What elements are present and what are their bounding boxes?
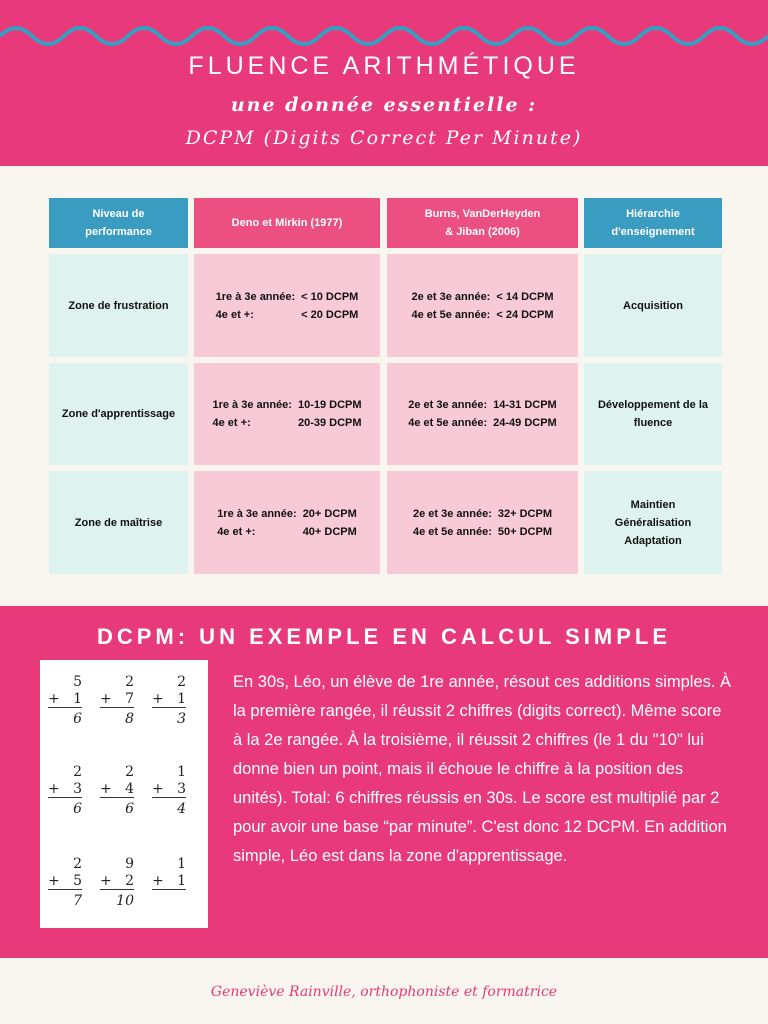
burns-row2-grade2: 4e et 5e année: <box>408 417 488 429</box>
addition-problem <box>48 764 82 818</box>
zone-apprentissage-deno <box>194 363 380 465</box>
table-header-burns <box>387 198 578 248</box>
zone-frustration-deno <box>194 254 380 357</box>
zone-apprentissage-label: Zone d'apprentissage <box>49 363 188 465</box>
wave-decoration <box>0 14 768 54</box>
burns-row3-grade2: 4e et 5e année: <box>413 525 492 538</box>
addition-problem <box>100 674 134 728</box>
problem-answer: 6 <box>73 711 82 727</box>
hierarchy-row2-line2: fluence <box>633 417 673 429</box>
problem-addend-top: 2 <box>73 764 82 780</box>
deno-row2-grade1: 1re à 3e année: <box>212 399 292 411</box>
deno-row3-grade1: 1re à 3e année: <box>217 507 297 520</box>
table-header-hierarchy-line1: Hiérarchie <box>626 208 680 220</box>
problem-addend-top: 9 <box>125 856 134 872</box>
problem-addend-bottom: 2 <box>125 873 134 889</box>
plus-sign: + <box>48 873 60 889</box>
author-credit: Geneviève Rainville, orthophoniste et formatrice <box>210 984 558 1000</box>
problem-addend-top: 2 <box>177 674 186 690</box>
burns-row3-value1: 32+ DCPM <box>497 507 552 520</box>
zone-frustration-burns <box>387 254 578 357</box>
problem-addend-bottom: 1 <box>177 691 186 707</box>
table-header-deno: Deno et Mirkin (1977) <box>194 198 380 248</box>
problem-answer <box>152 890 186 910</box>
addition-problem <box>100 764 134 818</box>
plus-sign: + <box>48 691 60 707</box>
zone-maitrise-burns <box>387 471 578 574</box>
deno-row3-value1: 20+ DCPM <box>302 507 357 520</box>
addition-problem <box>152 856 186 910</box>
table-header-level <box>49 198 188 248</box>
addition-problem <box>100 856 134 910</box>
zone-apprentissage-hierarchy <box>584 363 722 465</box>
page-title: FLUENCE ARITHMÉTIQUE <box>188 52 580 80</box>
page-subtitle-dcpm: DCPM (Digits Correct Per Minute) <box>185 127 583 149</box>
deno-row1-value1: < 10 DCPM <box>301 290 359 303</box>
burns-row1-grade2: 4e et 5e année: <box>411 308 491 321</box>
burns-row2-grade1: 2e et 3e année: <box>408 399 488 411</box>
table-header-hierarchy-line2: d'enseignement <box>611 226 695 238</box>
problem-addend-bottom: 4 <box>125 781 134 797</box>
plus-sign: + <box>152 691 164 707</box>
deno-row1-value2: < 20 DCPM <box>301 308 359 321</box>
deno-row2-grade2: 4e et +: <box>212 417 251 429</box>
burns-row3-grade1: 2e et 3e année: <box>413 507 492 520</box>
deno-row2-value1: 10-19 DCPM <box>297 399 362 411</box>
addition-problem <box>48 856 82 910</box>
page-subtitle: une donnée essentielle : <box>230 94 538 116</box>
burns-row1-value2: < 24 DCPM <box>496 308 554 321</box>
problem-answer: 6 <box>73 801 82 817</box>
addition-worksheet <box>40 660 208 928</box>
burns-row1-value1: < 14 DCPM <box>496 290 554 303</box>
table-header-level-line1: Niveau de <box>92 208 145 220</box>
plus-sign: + <box>100 781 112 797</box>
table-header-burns-line2: & Jiban (2006) <box>445 226 520 238</box>
deno-row3-grade2: 4e et +: <box>217 525 256 538</box>
problem-addend-bottom: 3 <box>73 781 82 797</box>
zone-maitrise-hierarchy <box>584 471 722 574</box>
deno-row1-grade2: 4e et +: <box>215 308 254 321</box>
hierarchy-row2-line1: Développement de la <box>597 399 709 411</box>
plus-sign: + <box>48 781 60 797</box>
addition-problem <box>48 674 82 728</box>
problem-addend-top: 1 <box>177 856 186 872</box>
plus-sign: + <box>152 873 164 889</box>
problem-addend-bottom: 3 <box>177 781 186 797</box>
problem-answer: 10 <box>116 893 134 909</box>
problem-answer: 8 <box>125 711 134 727</box>
plus-sign: + <box>152 781 164 797</box>
header-banner <box>0 0 768 166</box>
problem-addend-top: 1 <box>177 764 186 780</box>
burns-row1-grade1: 2e et 3e année: <box>411 290 491 303</box>
problem-answer: 4 <box>177 801 186 817</box>
table-header-burns-line1: Burns, VanDerHeyden <box>424 208 541 220</box>
problem-addend-bottom: 1 <box>177 873 186 889</box>
problem-answer: 3 <box>177 711 186 727</box>
zone-maitrise-label: Zone de maîtrise <box>49 471 188 574</box>
example-explanation: En 30s, Léo, un élève de 1re année, résout ces additions simples. À la première rangée, il réussit 2 chiffres (digits correct). Même score à la 2e rangée. À la troisième, il réussit 2 chiffres (le 1 du "10" lui donne bien un point, mais il échoue le chiffre à la position des unités). Total: 6 chiffres réussis en 30s. Le score est multiplié par 2 pour avoir une base “par minute”. C'est donc 12 DCPM. En addition simple, Léo est dans la zone d'apprentissage. <box>233 673 732 865</box>
problem-addend-top: 5 <box>73 674 82 690</box>
problem-addend-bottom: 1 <box>73 691 82 707</box>
deno-row1-grade1: 1re à 3e année: <box>215 290 296 303</box>
problem-addend-bottom: 7 <box>125 691 134 707</box>
problem-addend-top: 2 <box>125 764 134 780</box>
zone-maitrise-deno <box>194 471 380 574</box>
zone-frustration-label: Zone de frustration <box>49 254 188 357</box>
table-header-hierarchy <box>584 198 722 248</box>
addition-problem <box>152 674 186 728</box>
plus-sign: + <box>100 691 112 707</box>
hierarchy-row3-line1: Maintien <box>630 498 676 511</box>
table-header-level-line2: performance <box>85 226 152 238</box>
deno-row3-value2: 40+ DCPM <box>302 525 357 538</box>
example-title: DCPM: UN EXEMPLE EN CALCUL SIMPLE <box>96 624 672 649</box>
problem-addend-bottom: 5 <box>73 873 82 889</box>
burns-row3-value2: 50+ DCPM <box>497 525 552 538</box>
problem-answer: 6 <box>125 801 134 817</box>
zone-frustration-hierarchy: Acquisition <box>584 254 722 357</box>
burns-row2-value2: 24-49 DCPM <box>493 417 557 429</box>
hierarchy-row3-line2: Généralisation <box>614 516 692 529</box>
problem-addend-top: 2 <box>125 674 134 690</box>
problem-addend-top: 2 <box>73 856 82 872</box>
plus-sign: + <box>100 873 112 889</box>
zone-apprentissage-burns <box>387 363 578 465</box>
hierarchy-row3-line3: Adaptation <box>624 534 682 547</box>
burns-row2-value1: 14-31 DCPM <box>493 399 557 411</box>
problem-answer: 7 <box>73 893 82 909</box>
deno-row2-value2: 20-39 DCPM <box>297 417 362 429</box>
addition-problem <box>152 764 186 818</box>
